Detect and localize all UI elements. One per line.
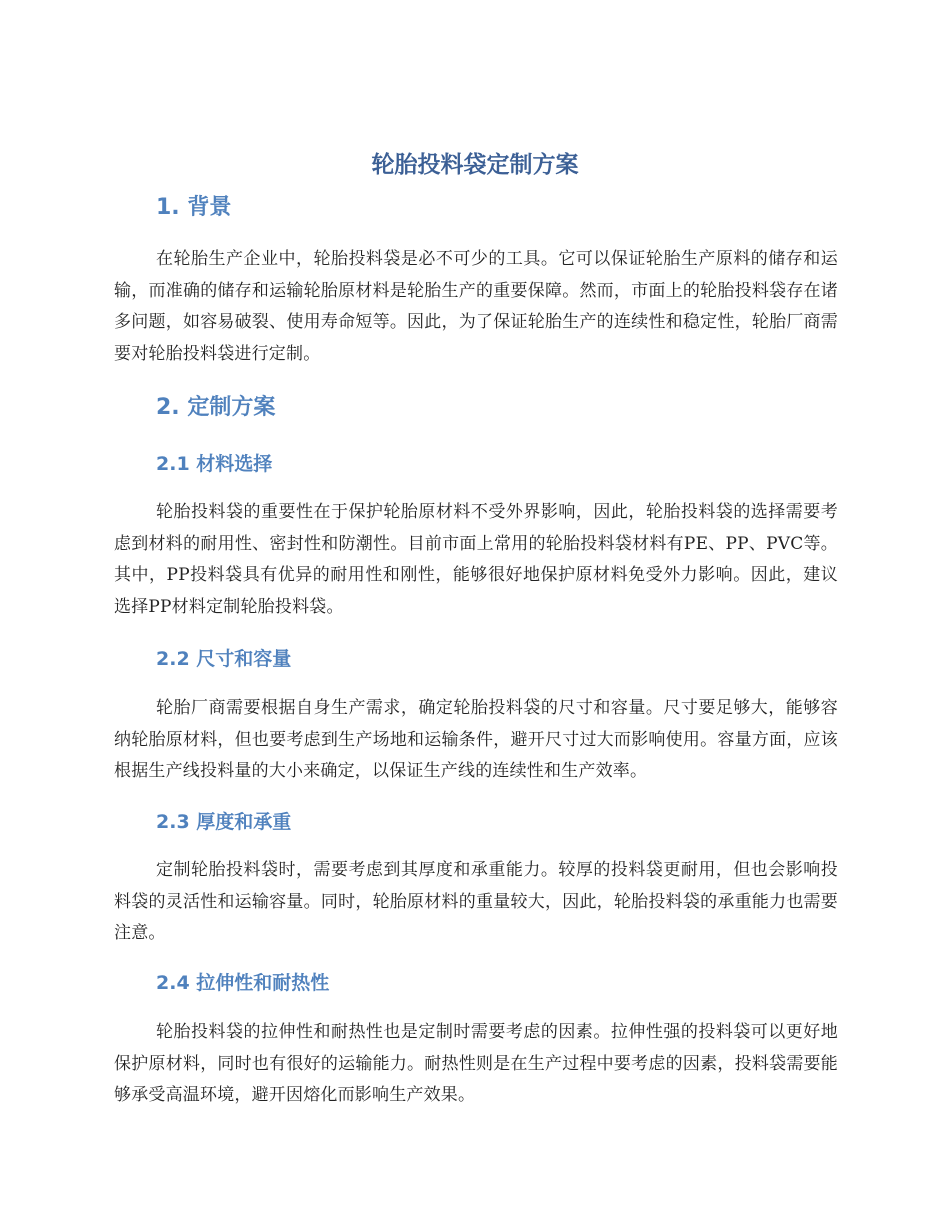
subsection-heading-thickness: 2.3 厚度和承重 xyxy=(156,811,292,833)
subsection-heading-material: 2.1 材料选择 xyxy=(156,453,273,475)
paragraph-background: 在轮胎生产企业中，轮胎投料袋是必不可少的工具。它可以保证轮胎生产原料的储存和运输，而准确的储存和运输轮胎原材料是轮胎生产的重要保障。然而，市面上的轮胎投料袋存在诸多问题，如容易破裂、使用寿命短等。因此，为了保证轮胎生产的连续性和稳定性，轮胎厂商需要对轮胎投料袋进行定制。 xyxy=(114,249,838,364)
subsection-heading-size: 2.2 尺寸和容量 xyxy=(156,648,292,670)
section-heading-custom-plan: 2. 定制方案 xyxy=(156,395,276,420)
section-heading-background: 1. 背景 xyxy=(156,195,232,220)
subsection-heading-tensile-heat: 2.4 拉伸性和耐热性 xyxy=(156,972,330,994)
paragraph-tensile-heat: 轮胎投料袋的拉伸性和耐热性也是定制时需要考虑的因素。拉伸性强的投料袋可以更好地保护原材料，同时也有很好的运输能力。耐热性则是在生产过程中要考虑的因素，投料袋需要能够承受高温环境，避开因熔化而影响生产效果。 xyxy=(114,1022,838,1105)
paragraph-size: 轮胎厂商需要根据自身生产需求，确定轮胎投料袋的尺寸和容量。尺寸要足够大，能够容纳轮胎原材料，但也要考虑到生产场地和运输条件，避开尺寸过大而影响使用。容量方面，应该根据生产线投料量的大小来确定，以保证生产线的连续性和生产效率。 xyxy=(114,698,838,781)
paragraph-material: 轮胎投料袋的重要性在于保护轮胎原材料不受外界影响，因此，轮胎投料袋的选择需要考虑到材料的耐用性、密封性和防潮性。目前市面上常用的轮胎投料袋材料有PE、PP、PVC等。其中，PP投料袋具有优异的耐用性和刚性，能够很好地保护原材料免受外力影响。因此，建议选择PP材料定制轮胎投料袋。 xyxy=(114,502,838,617)
document-title: 轮胎投料袋定制方案 xyxy=(371,152,579,178)
paragraph-thickness: 定制轮胎投料袋时，需要考虑到其厚度和承重能力。较厚的投料袋更耐用，但也会影响投料袋的灵活性和运输容量。同时，轮胎原材料的重量较大，因此，轮胎投料袋的承重能力也需要注意。 xyxy=(114,860,838,943)
